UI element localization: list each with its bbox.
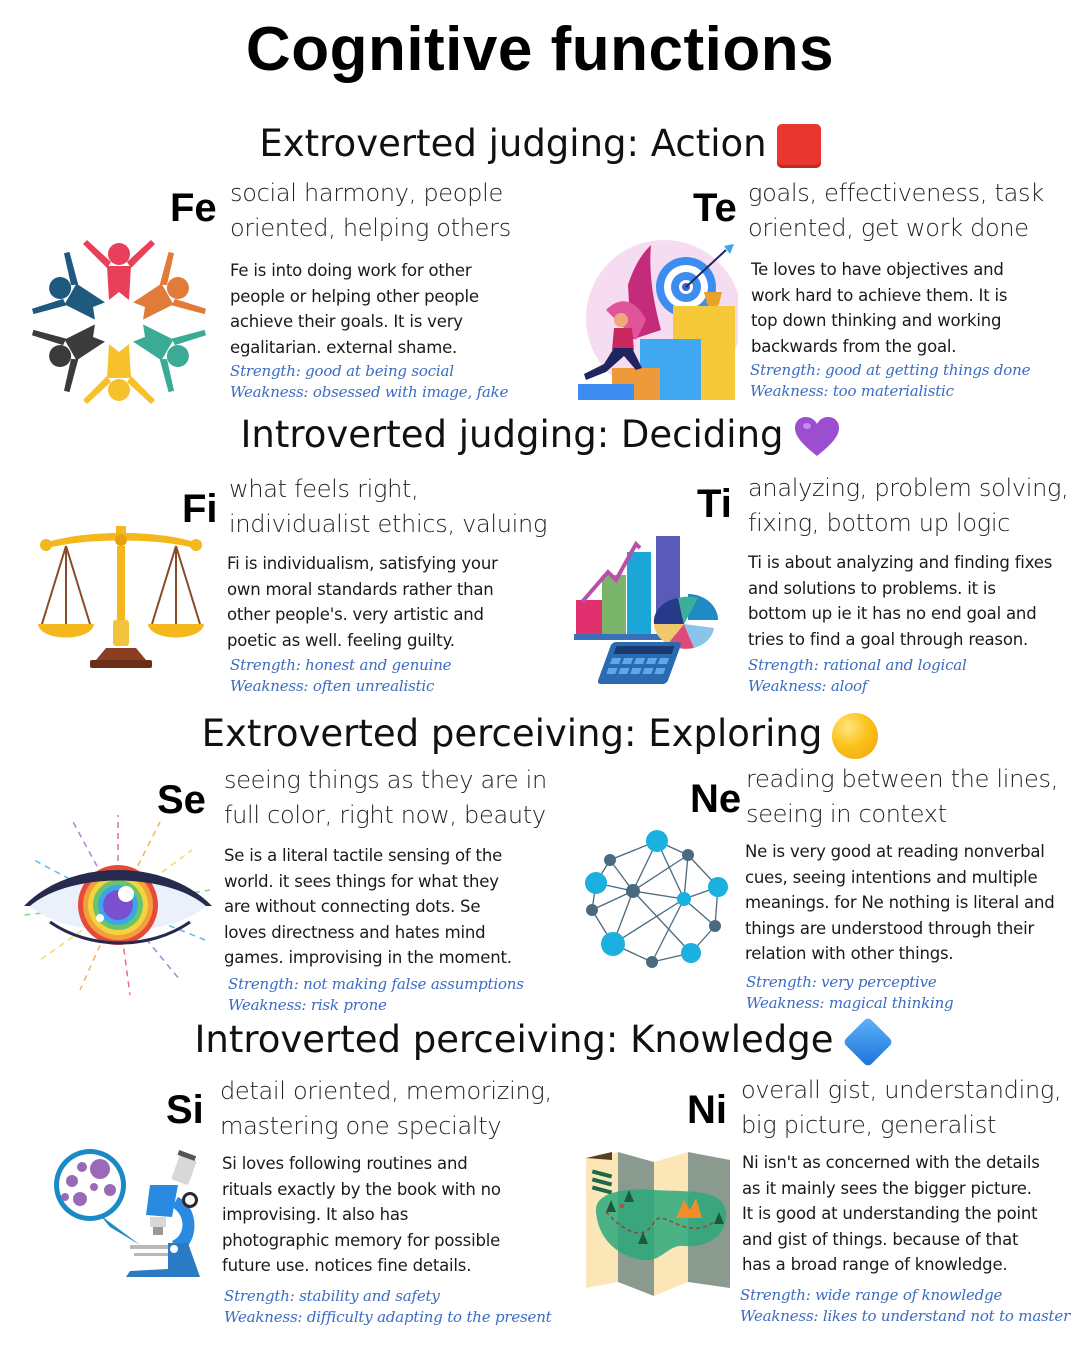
description-ne: Ne is very good at reading nonverbal cues, seeing intentions and multiple meanings. for Ne nothing is literal and things are understood through their relation with other things. — [745, 842, 1055, 963]
strength-weakness-ni — [740, 1285, 1070, 1327]
strength-te: Strength: good at getting things done — [750, 361, 1031, 379]
strength-weakness-fi — [230, 655, 451, 697]
strength-ne: Strength: very perceptive — [746, 973, 937, 991]
weakness-ni: Weakness: likes to understand not to master — [740, 1307, 1071, 1325]
strength-weakness-te — [750, 360, 1030, 402]
function-abbr-fi: Fi — [182, 487, 218, 531]
keywords-ti: analyzing, problem solving, fixing, bottom up logic — [748, 474, 1069, 537]
function-abbr-fe: Fe — [170, 186, 217, 230]
keywords-fe: social harmony, people oriented, helping others — [230, 179, 511, 242]
keywords-ne: reading between the lines, seeing in context — [746, 765, 1059, 828]
description-ti: Ti is about analyzing and finding fixes and solutions to problems. it is bottom up ie it has no end goal and tries to find a goal through reason. — [748, 553, 1053, 649]
keywords-fi: what feels right, individualist ethics, valuing — [229, 475, 548, 538]
keywords-si: detail oriented, memorizing, mastering one specialty — [220, 1077, 552, 1140]
charts-calculator-icon — [572, 530, 737, 690]
folded-map-icon — [584, 1152, 732, 1296]
section-heading-extroverted-perceiving: Extroverted perceiving: Exploring — [0, 712, 1080, 759]
weakness-fe: Weakness: obsessed with image, fake — [230, 383, 509, 401]
section-heading-introverted-perceiving: Introverted perceiving: Knowledge — [0, 1018, 1080, 1061]
blue-diamond-icon — [842, 1016, 893, 1067]
people-circle-icon — [24, 232, 214, 412]
keywords-ni: overall gist, understanding, big picture, generalist — [741, 1076, 1062, 1139]
strength-weakness-si — [224, 1286, 552, 1328]
description-se: Se is a literal tactile sensing of the world. it sees things for what they are without connecting dots. Se loves directness and hates mind games. improvising in the moment. — [224, 846, 512, 967]
strength-fe: Strength: good at being social — [230, 362, 454, 380]
section-heading-introverted-judging: Introverted judging: Deciding — [0, 413, 1080, 458]
weakness-ti: Weakness: aloof — [748, 677, 868, 695]
red-square-icon — [777, 124, 821, 168]
keywords-se: seeing things as they are in full color, right now, beauty — [224, 766, 547, 829]
keywords-te: goals, effectiveness, task oriented, get work done — [748, 179, 1044, 242]
function-abbr-te: Te — [693, 186, 737, 230]
network-icon — [580, 828, 730, 978]
purple-heart-icon — [794, 416, 840, 458]
strength-weakness-ti — [748, 655, 967, 697]
description-fi: Fi is individualism, satisfying your own moral standards rather than other people's. very artistic and poetic as well. feeling guilty. — [227, 554, 498, 650]
strength-ti: Strength: rational and logical — [748, 656, 967, 674]
function-abbr-se: Se — [157, 778, 206, 822]
scales-icon — [36, 520, 206, 675]
function-abbr-ne: Ne — [690, 777, 742, 821]
section-heading-extroverted-judging: Extroverted judging: Action — [0, 122, 1080, 168]
strength-weakness-ne — [746, 972, 953, 1014]
description-fe: Fe is into doing work for other people or helping other people achieve their goals. It is very egalitarian. external shame. — [230, 261, 479, 357]
microscope-icon — [50, 1145, 210, 1285]
strength-weakness-se — [228, 974, 524, 1016]
function-abbr-si: Si — [166, 1088, 204, 1132]
strength-se: Strength: not making false assumptions — [228, 975, 524, 993]
description-ni: Ni isn't as concerned with the details as it mainly sees the bigger picture. It is good at understanding the point and gist of things. because of that has a broad range of knowledge. — [742, 1153, 1040, 1274]
function-abbr-ti: Ti — [697, 482, 732, 526]
weakness-te: Weakness: too materialistic — [750, 382, 954, 400]
weakness-se: Weakness: risk prone — [228, 996, 387, 1014]
function-abbr-ni: Ni — [687, 1088, 727, 1132]
yellow-circle-icon — [832, 713, 878, 759]
strength-weakness-fe — [230, 361, 508, 403]
strength-ni: Strength: wide range of knowledge — [740, 1286, 1003, 1304]
weakness-fi: Weakness: often unrealistic — [230, 677, 435, 695]
page-title: Cognitive functions — [245, 15, 835, 84]
rainbow-eye-icon — [20, 810, 216, 1000]
description-te: Te loves to have objectives and work hard to achieve them. It is top down thinking and working backwards from the goal. — [751, 260, 1008, 356]
target-stairs-icon — [576, 240, 738, 402]
strength-si: Strength: stability and safety — [224, 1287, 440, 1305]
description-si: Si loves following routines and rituals exactly by the book with no improvising. It also has photographic memory for possible future use. notices fine details. — [222, 1154, 501, 1275]
weakness-ne: Weakness: magical thinking — [746, 994, 954, 1012]
strength-fi: Strength: honest and genuine — [230, 656, 452, 674]
weakness-si: Weakness: difficulty adapting to the present — [224, 1308, 552, 1326]
